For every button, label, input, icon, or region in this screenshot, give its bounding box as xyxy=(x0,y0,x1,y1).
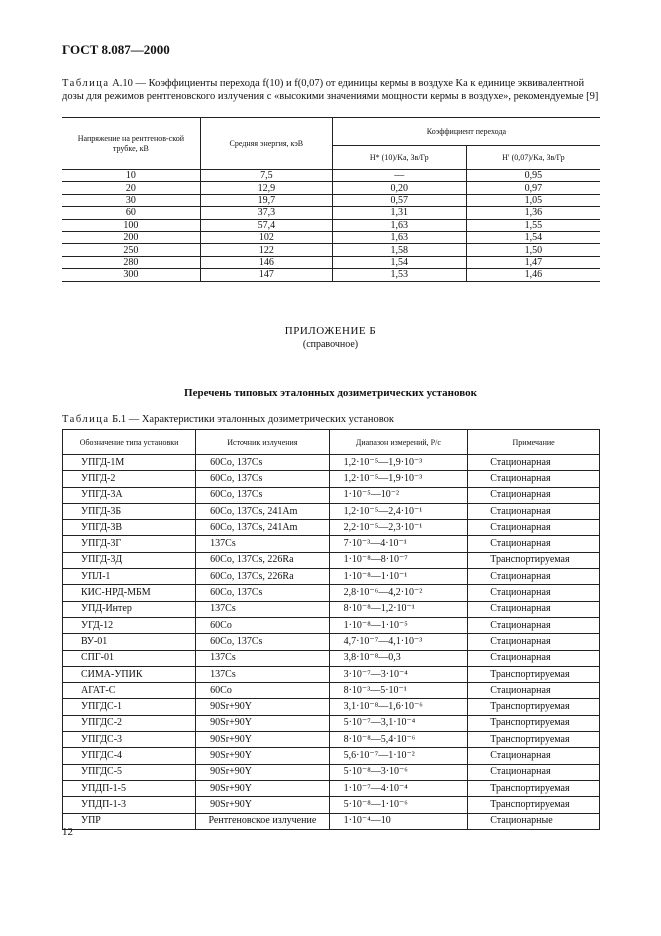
table-b-cell: Стационарная xyxy=(468,487,600,503)
table-b-cell: 90Sr+90Y xyxy=(196,764,329,780)
table-b-row xyxy=(63,455,600,471)
table-a-row xyxy=(62,269,600,281)
table-a-cell: 19,7 xyxy=(200,194,332,206)
table-a-header-voltage: Напряжение на рентгенов-ской трубке, кВ xyxy=(62,118,200,170)
table-b-cell: Транспортируемая xyxy=(468,699,600,715)
table-b-row xyxy=(63,503,600,519)
appendix-subtitle: (справочное) xyxy=(302,339,359,350)
table-a-cell: 250 xyxy=(62,244,200,256)
table-a-cell: 1,31 xyxy=(332,207,466,219)
table-b-cell: 1·10⁻⁸—1·10⁻⁵ xyxy=(329,617,468,633)
table-b-cell: Транспортируемая xyxy=(468,715,600,731)
table-b-row xyxy=(63,732,600,748)
table-a-cell: 7,5 xyxy=(200,170,332,182)
table-a-cell: 1,36 xyxy=(466,207,600,219)
table-b-cell: 90Sr+90Y xyxy=(196,715,329,731)
table-b-cell: 1,2·10⁻⁵—1,9·10⁻³ xyxy=(329,455,468,471)
table-b-cell: Рентгеновское излучение xyxy=(196,813,329,829)
table-b-cell: 3,8·10⁻⁸—0,3 xyxy=(329,650,468,666)
table-b-cell: Стационарная xyxy=(468,748,600,764)
table-b-cell: 1·10⁻⁸—8·10⁻⁷ xyxy=(329,552,468,568)
table-b-cell: 3,1·10⁻⁸—1,6·10⁻⁶ xyxy=(329,699,468,715)
table-b-cell: 60Co, 137Cs xyxy=(196,455,329,471)
table-b-cell: 1,2·10⁻⁵—2,4·10⁻¹ xyxy=(329,503,468,519)
table-b-cell: Стационарная xyxy=(468,569,600,585)
table-a-cell: 30 xyxy=(62,194,200,206)
table-b-cell: 3·10⁻⁷—3·10⁻⁴ xyxy=(329,666,468,682)
table-b-cell: Транспортируемая xyxy=(468,666,600,682)
table-b-cell: 5·10⁻⁸—3·10⁻⁶ xyxy=(329,764,468,780)
table-b-cell: Стационарная xyxy=(468,764,600,780)
table-b-cell: УПГД-1М xyxy=(63,455,196,471)
table-b-cell: Транспортируемая xyxy=(468,797,600,813)
table-a-cell: 10 xyxy=(62,170,200,182)
table-b-cell: Стационарная xyxy=(468,536,600,552)
table-b-header-note: Примечание xyxy=(468,430,600,455)
table-word: Таблица xyxy=(62,78,110,89)
table-b-cell: СИМА-УПИК xyxy=(63,666,196,682)
table-b-cell: КИС-НРД-МБМ xyxy=(63,585,196,601)
table-b-row xyxy=(63,666,600,682)
table-b-caption-text: Б.1 — Характеристики эталонных дозиметрических установок xyxy=(109,414,395,425)
table-b-cell: 7·10⁻³—4·10⁻¹ xyxy=(329,536,468,552)
table-a-cell: 1,55 xyxy=(466,219,600,231)
table-b-cell: УПГДС-3 xyxy=(63,732,196,748)
table-b-cell: УПГДС-4 xyxy=(63,748,196,764)
table-b-cell: 60Co, 137Cs xyxy=(196,634,329,650)
table-b-cell: УПГДС-5 xyxy=(63,764,196,780)
table-a-cell: 1,58 xyxy=(332,244,466,256)
table-b-row xyxy=(63,748,600,764)
table-a-cell: 147 xyxy=(200,269,332,281)
table-b-cell: 60Co xyxy=(196,617,329,633)
table-b-cell: Стационарная xyxy=(468,650,600,666)
table-b-cell: 4,7·10⁻⁷—4,1·10⁻³ xyxy=(329,634,468,650)
table-a-cell: 146 xyxy=(200,256,332,268)
table-a-cell: 0,95 xyxy=(466,170,600,182)
table-b-cell: Стационарная xyxy=(468,634,600,650)
table-b-cell: 60Co, 137Cs xyxy=(196,471,329,487)
table-a-row xyxy=(62,219,600,231)
table-b-cell: 8·10⁻³—5·10⁻¹ xyxy=(329,683,468,699)
table-a-cell: 0,20 xyxy=(332,182,466,194)
table-b-cell: СПГ-01 xyxy=(63,650,196,666)
table-a-cell: 1,54 xyxy=(332,256,466,268)
table-b-cell: ВУ-01 xyxy=(63,634,196,650)
table-b-cell: Стационарная xyxy=(468,601,600,617)
table-b xyxy=(62,429,600,830)
table-a-cell: 300 xyxy=(62,269,200,281)
table-b-cell: 60Co, 137Cs xyxy=(196,585,329,601)
table-b-row xyxy=(63,487,600,503)
table-a xyxy=(62,117,600,282)
table-b-header-source: Источник излучения xyxy=(196,430,329,455)
document-header: ГОСТ 8.087—2000 xyxy=(62,42,170,57)
table-a-cell: 1,05 xyxy=(466,194,600,206)
table-b-cell: 5,6·10⁻⁷—1·10⁻² xyxy=(329,748,468,764)
table-b-row xyxy=(63,780,600,796)
table-b-cell: Транспортируемая xyxy=(468,732,600,748)
table-a-cell: 1,50 xyxy=(466,244,600,256)
table-b-cell: 60Co, 137Cs, 226Ra xyxy=(196,569,329,585)
table-b-cell: УПД-Интер xyxy=(63,601,196,617)
table-b-cell: Стационарная xyxy=(468,585,600,601)
table-b-cell: УГД-12 xyxy=(63,617,196,633)
table-a-cell: 1,47 xyxy=(466,256,600,268)
table-b-cell: 1·10⁻⁵—10⁻² xyxy=(329,487,468,503)
table-b-cell: 60Co, 137Cs, 241Am xyxy=(196,503,329,519)
table-a-header-h10: H* (10)/Ka, Зв/Гр xyxy=(332,146,466,170)
table-b-cell: 1·10⁻⁷—4·10⁻⁴ xyxy=(329,780,468,796)
table-b-row xyxy=(63,715,600,731)
table-b-cell: УПДП-1-3 xyxy=(63,797,196,813)
table-a-row xyxy=(62,244,600,256)
table-a-cell: 0,97 xyxy=(466,182,600,194)
table-a-cell: 1,63 xyxy=(332,219,466,231)
table-b-header-range: Диапазон измерений, Р/с xyxy=(329,430,468,455)
table-b-cell: УПЛ-1 xyxy=(63,569,196,585)
table-b-row xyxy=(63,617,600,633)
table-b-cell: УПГДС-1 xyxy=(63,699,196,715)
table-b-cell: 60Co, 137Cs xyxy=(196,487,329,503)
table-b-row xyxy=(63,569,600,585)
table-b-cell: УПГД-3Г xyxy=(63,536,196,552)
table-b-cell: 137Cs xyxy=(196,666,329,682)
table-a-cell: 1,54 xyxy=(466,231,600,243)
table-b-cell: Стационарная xyxy=(468,455,600,471)
table-a-row xyxy=(62,207,600,219)
table-a-cell: 200 xyxy=(62,231,200,243)
table-a-cell: 1,63 xyxy=(332,231,466,243)
table-b-cell: АГАТ-С xyxy=(63,683,196,699)
table-b-cell: 5·10⁻⁷—3,1·10⁻⁴ xyxy=(329,715,468,731)
table-b-cell: Транспортируемая xyxy=(468,552,600,568)
table-b-row xyxy=(63,699,600,715)
table-b-cell: 90Sr+90Y xyxy=(196,699,329,715)
table-a-caption-text: А.10 — Коэффициенты перехода f(10) и f(0,07) от единицы кермы в воздухе Kа к единице эквивалентной дозы для режимов рентгеновского излучения с «высокими значениями мощности кермы в воздухе», рекомендуемые [9] xyxy=(62,78,599,102)
section-title: Перечень типовых эталонных дозиметрических установок xyxy=(184,387,477,399)
table-b-cell: 5·10⁻⁸—1·10⁻⁶ xyxy=(329,797,468,813)
table-b-row xyxy=(63,813,600,829)
table-a-row xyxy=(62,231,600,243)
table-b-cell: Транспортируемая xyxy=(468,780,600,796)
table-a-header-group: Коэффициент перехода xyxy=(332,118,600,146)
table-a-cell: 1,46 xyxy=(466,269,600,281)
table-b-cell: 2,2·10⁻⁵—2,3·10⁻¹ xyxy=(329,520,468,536)
page-number: 12 xyxy=(62,826,73,838)
table-a-cell: 37,3 xyxy=(200,207,332,219)
table-b-row xyxy=(63,520,600,536)
table-b-cell: 60Co xyxy=(196,683,329,699)
table-b-cell: 1,2·10⁻⁵—1,9·10⁻³ xyxy=(329,471,468,487)
table-a-header-energy: Средняя энергия, кэВ xyxy=(200,118,332,170)
table-a-row xyxy=(62,182,600,194)
table-a-cell: 0,57 xyxy=(332,194,466,206)
table-b-row xyxy=(63,471,600,487)
table-b-caption xyxy=(62,414,394,425)
table-a-cell: 102 xyxy=(200,231,332,243)
table-a-header-h007: H′ (0,07)/Ka, Зв/Гр xyxy=(466,146,600,170)
table-b-cell: 1·10⁻⁴—10 xyxy=(329,813,468,829)
table-b-cell: Стационарная xyxy=(468,503,600,519)
table-b-cell: УПГД-2 xyxy=(63,471,196,487)
table-a-cell: 12,9 xyxy=(200,182,332,194)
table-b-cell: УПГД-3Д xyxy=(63,552,196,568)
table-b-row xyxy=(63,585,600,601)
table-b-cell: УПДП-1-5 xyxy=(63,780,196,796)
table-b-cell: УПР xyxy=(63,813,196,829)
table-a-cell: — xyxy=(332,170,466,182)
table-b-row xyxy=(63,552,600,568)
table-word: Таблица xyxy=(62,414,110,425)
table-b-cell: УПГДС-2 xyxy=(63,715,196,731)
table-b-row xyxy=(63,764,600,780)
table-b-cell: Стационарная xyxy=(468,683,600,699)
table-a-cell: 57,4 xyxy=(200,219,332,231)
table-b-cell: 60Co, 137Cs, 241Am xyxy=(196,520,329,536)
table-b-cell: 1·10⁻⁸—1·10⁻¹ xyxy=(329,569,468,585)
table-a-cell: 100 xyxy=(62,219,200,231)
table-b-cell: Стационарные xyxy=(468,813,600,829)
table-b-cell: 137Cs xyxy=(196,601,329,617)
table-b-cell: Стационарная xyxy=(468,471,600,487)
table-b-cell: Стационарная xyxy=(468,617,600,633)
table-b-header-type: Обозначение типа установки xyxy=(63,430,196,455)
table-b-row xyxy=(63,536,600,552)
table-a-caption xyxy=(62,77,602,103)
table-b-cell: 8·10⁻⁸—1,2·10⁻¹ xyxy=(329,601,468,617)
table-a-row xyxy=(62,170,600,182)
table-b-cell: 90Sr+90Y xyxy=(196,797,329,813)
table-b-row xyxy=(63,797,600,813)
table-b-cell: 137Cs xyxy=(196,650,329,666)
table-a-cell: 20 xyxy=(62,182,200,194)
table-b-cell: УПГД-3В xyxy=(63,520,196,536)
table-a-cell: 280 xyxy=(62,256,200,268)
table-b-cell: УПГД-3А xyxy=(63,487,196,503)
appendix-title: ПРИЛОЖЕНИЕ Б xyxy=(284,325,377,337)
table-a-cell: 60 xyxy=(62,207,200,219)
table-b-cell: 90Sr+90Y xyxy=(196,780,329,796)
table-b-row xyxy=(63,634,600,650)
table-b-cell: 90Sr+90Y xyxy=(196,748,329,764)
table-a-row xyxy=(62,256,600,268)
table-b-cell: 90Sr+90Y xyxy=(196,732,329,748)
table-b-cell: 2,8·10⁻⁶—4,2·10⁻² xyxy=(329,585,468,601)
table-b-cell: 60Co, 137Cs, 226Ra xyxy=(196,552,329,568)
table-b-row xyxy=(63,683,600,699)
table-a-cell: 1,53 xyxy=(332,269,466,281)
table-b-row xyxy=(63,601,600,617)
table-b-cell: Стационарная xyxy=(468,520,600,536)
table-b-cell: 137Cs xyxy=(196,536,329,552)
table-b-cell: 8·10⁻⁸—5,4·10⁻⁶ xyxy=(329,732,468,748)
table-a-row xyxy=(62,194,600,206)
table-b-row xyxy=(63,650,600,666)
table-a-cell: 122 xyxy=(200,244,332,256)
table-b-cell: УПГД-3Б xyxy=(63,503,196,519)
